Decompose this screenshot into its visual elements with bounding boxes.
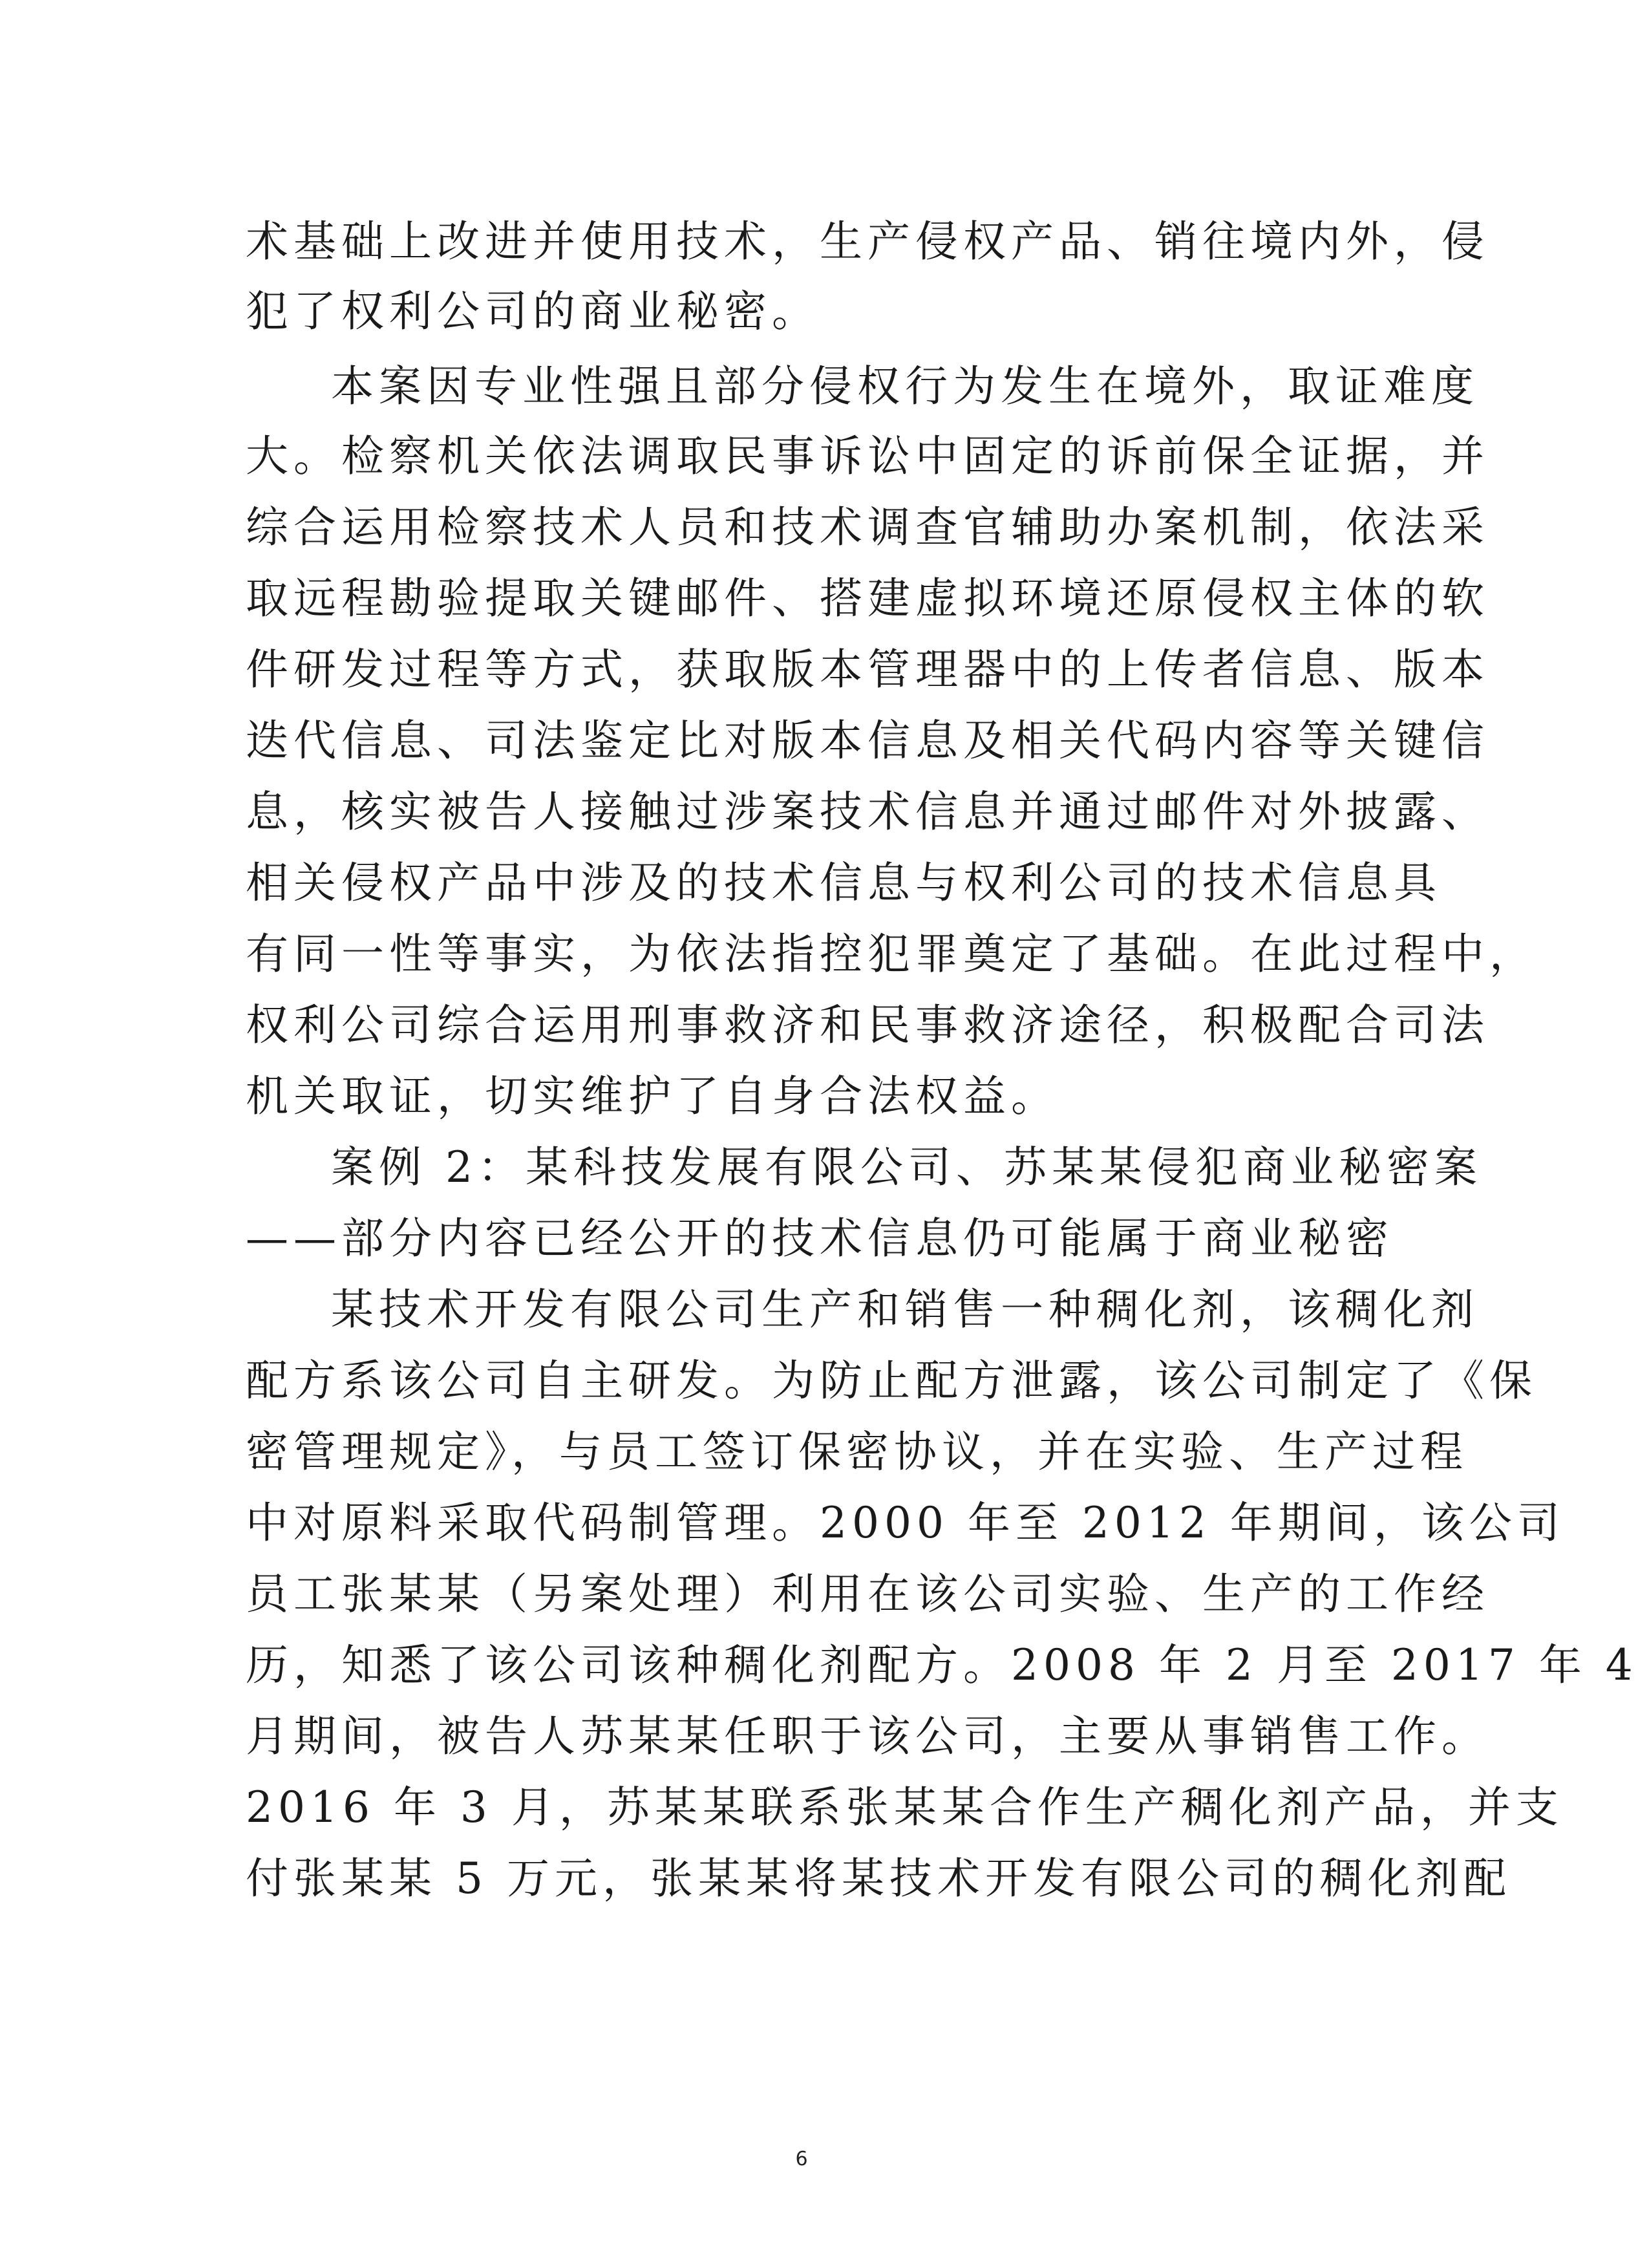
case-subheading: ——部分内容已经公开的技术信息仍可能属于商业秘密 (246, 1214, 1394, 1263)
body-line: 犯了权利公司的商业秘密。 (246, 286, 820, 336)
body-line: 取远程勘验提取关键邮件、搭建虚拟环境还原侵权主体的软 (246, 573, 1489, 623)
body-line: 月期间，被告人苏某某任职于该公司，主要从事销售工作。 (246, 1711, 1489, 1761)
body-line: 大。检察机关依法调取民事诉讼中固定的诉前保全证据，并 (246, 431, 1489, 481)
body-line: 有同一性等事实，为依法指控犯罪奠定了基础。在此过程中， (246, 929, 1537, 979)
paragraph-start-line: 本案因专业性强且部分侵权行为发生在境外，取证难度 (331, 361, 1479, 411)
body-line: 权利公司综合运用刑事救济和民事救济途径，积极配合司法 (246, 1000, 1489, 1050)
body-line: 员工张某某（另案处理）利用在该公司实验、生产的工作经 (246, 1569, 1489, 1619)
body-line: 息，核实被告人接触过涉案技术信息并通过邮件对外披露、 (246, 787, 1489, 837)
case-heading: 案例 2：某科技发展有限公司、苏某某侵犯商业秘密案 (331, 1142, 1482, 1192)
paragraph-start-line: 某技术开发有限公司生产和销售一种稠化剂，该稠化剂 (331, 1285, 1479, 1334)
body-line: 件研发过程等方式，获取版本管理器中的上传者信息、版本 (246, 645, 1489, 694)
body-line: 2016 年 3 月，苏某某联系张某某合作生产稠化剂产品，并支 (246, 1782, 1564, 1832)
body-line: 迭代信息、司法鉴定比对版本信息及相关代码内容等关键信 (246, 716, 1489, 765)
body-line: 密管理规定》，与员工签订保密协议，并在实验、生产过程 (246, 1427, 1468, 1477)
body-line: 机关取证，切实维护了自身合法权益。 (246, 1071, 1059, 1121)
body-line: 中对原料采取代码制管理。2000 年至 2012 年期间，该公司 (246, 1498, 1565, 1548)
page-number: 6 (795, 2148, 808, 2170)
body-line: 术基础上改进并使用技术，生产侵权产品、销往境内外，侵 (246, 217, 1489, 266)
body-line: 历，知悉了该公司该种稠化剂配方。2008 年 2 月至 2017 年 4 (246, 1640, 1638, 1690)
body-line: 相关侵权产品中涉及的技术信息与权利公司的技术信息具 (246, 858, 1441, 908)
body-line: 配方系该公司自主研发。为防止配方泄露，该公司制定了《保 (246, 1356, 1537, 1406)
body-line: 付张某某 5 万元，张某某将某技术开发有限公司的稠化剂配 (246, 1854, 1511, 1903)
body-line: 综合运用检察技术人员和技术调查官辅助办案机制，依法采 (246, 502, 1489, 552)
